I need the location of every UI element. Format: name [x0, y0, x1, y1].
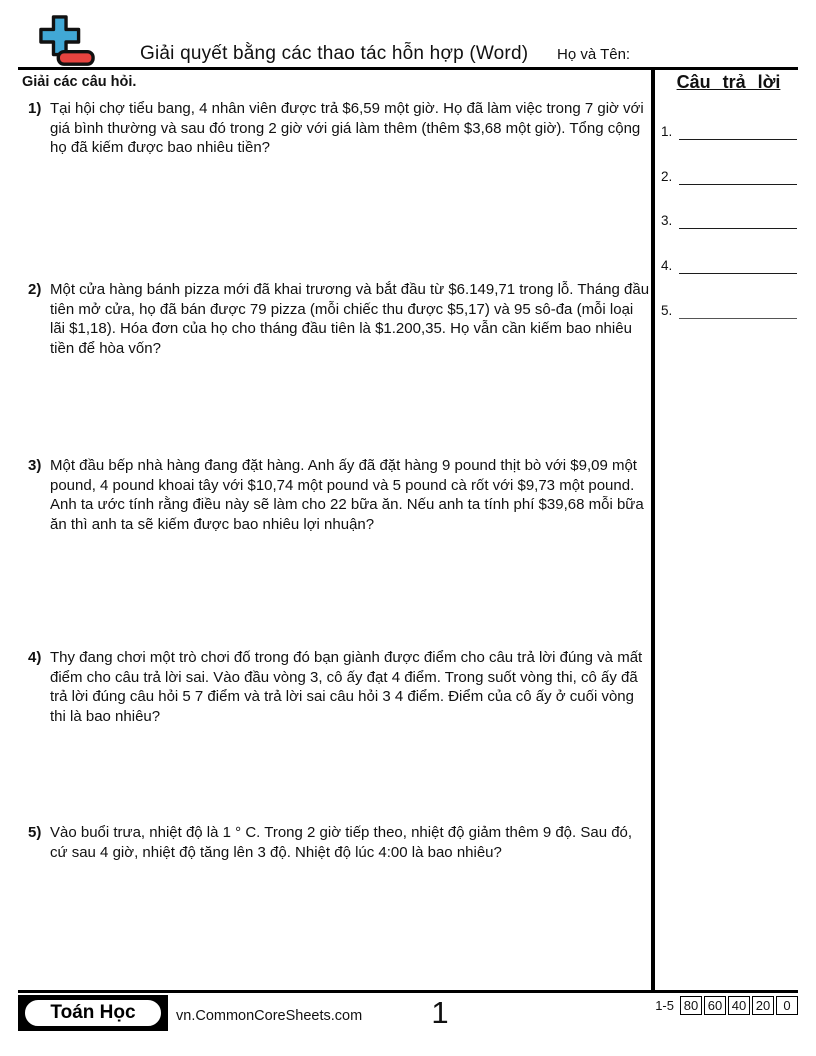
answer-blank-1[interactable]	[661, 118, 797, 140]
problem-5	[28, 823, 650, 862]
problem-3-text: Một đầu bếp nhà hàng đang đặt hàng. Anh ấy đã đặt hàng 9 pound thịt bò với $9,09 một pound, 4 pound khoai tây với $10,74 một pound và 5 pound cà rốt với $9,73 một pound. Anh ta ước tính rằng điều này sẽ làm cho 22 bữa ăn. Nếu anh ta tính phí $39,68 mỗi bữa ăn thì anh ta sẽ kiếm được bao nhiêu lợi nhuận?	[50, 457, 644, 533]
answers-column	[657, 70, 800, 991]
problem-2	[28, 280, 650, 358]
column-separator	[651, 68, 655, 991]
score-cell-0: 0	[776, 996, 798, 1015]
score-table	[680, 996, 798, 1015]
problem-5-number: 5)	[28, 824, 42, 841]
answer-blank-3[interactable]	[661, 207, 797, 229]
website-url: vn.CommonCoreSheets.com	[176, 1008, 363, 1024]
answer-blank-5[interactable]	[661, 297, 797, 319]
score-cell-40: 40	[728, 996, 750, 1015]
instructions-text: Giải các câu hỏi.	[22, 74, 137, 90]
answer-blank-5-line[interactable]	[679, 297, 797, 319]
problem-1-text: Tại hội chợ tiểu bang, 4 nhân viên được trả $6,59 một giờ. Họ đã làm việc trong 7 giờ với giá bình thường và sau đó trong 2 giờ với giá làm thêm (thêm $3,68 một giờ). Tổng cộng họ đã kiếm được bao nhiêu tiền?	[50, 100, 644, 156]
problem-3	[28, 456, 650, 534]
score-cell-20: 20	[752, 996, 774, 1015]
plus-minus-logo-icon	[38, 14, 96, 70]
answer-blank-1-line[interactable]	[679, 118, 797, 140]
problem-2-number: 2)	[28, 281, 42, 298]
answer-blank-1-number: 1.	[661, 124, 673, 139]
problem-4-text: Thy đang chơi một trò chơi đố trong đó bạn giành được điểm cho câu trả lời đúng và mất điểm cho câu trả lời sai. Vào đầu vòng 3, cô ấy đạt 4 điểm. Trong suốt vòng thi, cô ấy đã trả lời đúng câu hỏi 5 7 điểm và trả lời sai câu hỏi 3 4 điểm. Điểm của cô ấy ở cuối vòng thi là bao nhiêu?	[50, 649, 643, 725]
problem-4-number: 4)	[28, 649, 42, 666]
problem-1	[28, 99, 650, 158]
minus-icon	[58, 52, 93, 65]
score-cell-80: 80	[680, 996, 702, 1015]
problem-4	[28, 648, 650, 726]
score-range-label: 1-5	[655, 998, 674, 1013]
answers-title: Câu trả lời	[676, 72, 781, 92]
answer-blank-4[interactable]	[661, 252, 797, 274]
worksheet-title: Giải quyết bằng các thao tác hỗn hợp (Word)	[140, 43, 529, 64]
plus-icon	[41, 17, 79, 55]
problem-5-text: Vào buổi trưa, nhiệt độ là 1 ° C. Trong 2 giờ tiếp theo, nhiệt độ giảm thêm 9 độ. Sau đó, cứ sau 4 giờ, nhiệt độ tăng lên 3 độ. Nhiệt độ lúc 4:00 là bao nhiêu?	[50, 824, 633, 861]
score-cell-60: 60	[704, 996, 726, 1015]
footer-rule	[18, 990, 798, 993]
subject-badge	[18, 995, 168, 1031]
problem-2-text: Một cửa hàng bánh pizza mới đã khai trương và bắt đầu từ $6.149,71 trong lỗ. Tháng đầu tiên mở cửa, họ đã bán được 79 pizza (mỗi chiếc thu được $5,17) và 95 sô-đa (mỗi loại lãi $1,18). Hóa đơn của họ cho tháng đầu tiên là $1.200,35. Họ vẫn cần kiếm bao nhiêu tiền để hòa vốn?	[50, 281, 650, 357]
answer-blank-2-number: 2.	[661, 169, 673, 184]
subject-badge-label: Toán Học	[23, 998, 163, 1028]
answer-blank-2[interactable]	[661, 163, 797, 185]
problem-1-number: 1)	[28, 100, 42, 117]
answer-blank-3-number: 3.	[661, 213, 673, 228]
page-number: 1	[431, 995, 449, 1030]
answer-blank-4-line[interactable]	[679, 252, 797, 274]
answer-blank-4-number: 4.	[661, 258, 673, 273]
problem-3-number: 3)	[28, 457, 42, 474]
answer-blank-5-number: 5.	[661, 303, 673, 318]
answer-blank-2-line[interactable]	[679, 163, 797, 185]
answer-blank-3-line[interactable]	[679, 207, 797, 229]
name-label: Họ và Tên:	[557, 46, 631, 63]
